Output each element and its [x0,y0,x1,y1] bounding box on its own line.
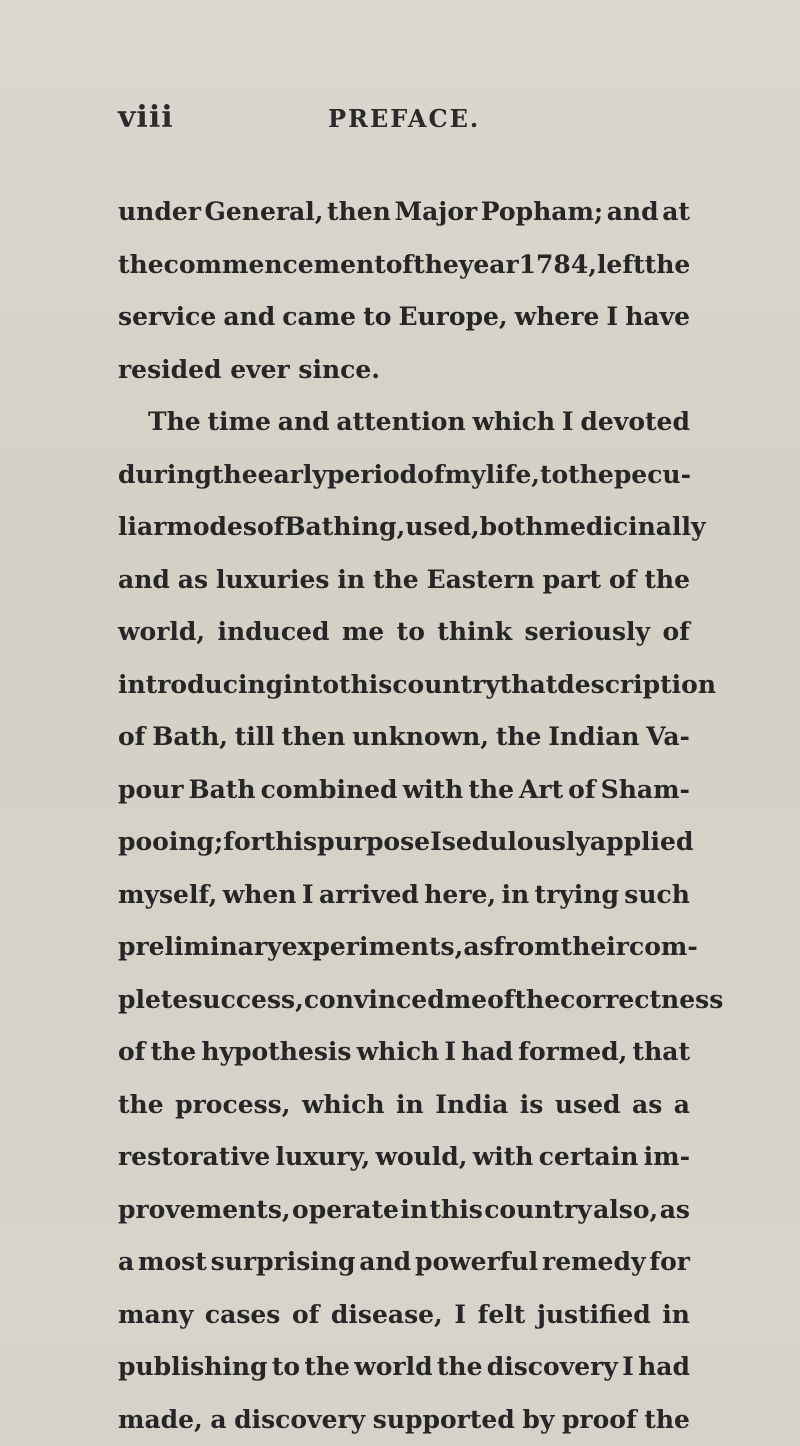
text-line: and as luxuries in the Eastern part of the [118,554,690,607]
text-line: service and came to Europe, where I have [118,291,690,344]
text-line: provements, operate in this country also, as [118,1184,690,1237]
text-line: during the early period of my life, to the pecu- [118,449,690,502]
body-text [118,186,690,1446]
text-line: world, induced me to think seriously of [118,606,690,659]
text-line: of the hypothesis which I had formed, that [118,1026,690,1079]
text-line: the commencement of the year 1784, left the [118,239,690,292]
text-line: of Bath, till then unknown, the Indian Va- [118,711,690,764]
text-line: publishing to the world the discovery I had [118,1341,690,1394]
paragraph-start-line: The time and attention which I devoted [118,396,690,449]
text-line: resided ever since. [118,344,690,397]
text-line: introducing into this country that description [118,659,690,712]
text-line: myself, when I arrived here, in trying such [118,869,690,922]
text-line: pooing ; for this purpose I sedulously applied [118,816,690,869]
running-head [118,100,718,140]
running-title: PREFACE. [328,104,480,133]
text-line: the process, which in India is used as a [118,1079,690,1132]
text-line: under General, then Major Popham; and at [118,186,690,239]
text-line: restorative luxury, would, with certain im- [118,1131,690,1184]
text-line: made, a discovery supported by proof the [118,1394,690,1446]
page-number: viii [118,100,174,135]
text-line: many cases of disease, I felt justified in [118,1289,690,1342]
text-line: plete success, convinced me of the correctness [118,974,690,1027]
text-line: pour Bath combined with the Art of Sham- [118,764,690,817]
text-line: a most surprising and powerful remedy for [118,1236,690,1289]
text-line: liar modes of Bathing, used, both medicinally [118,501,690,554]
text-line: preliminary experiments, as from their com- [118,921,690,974]
